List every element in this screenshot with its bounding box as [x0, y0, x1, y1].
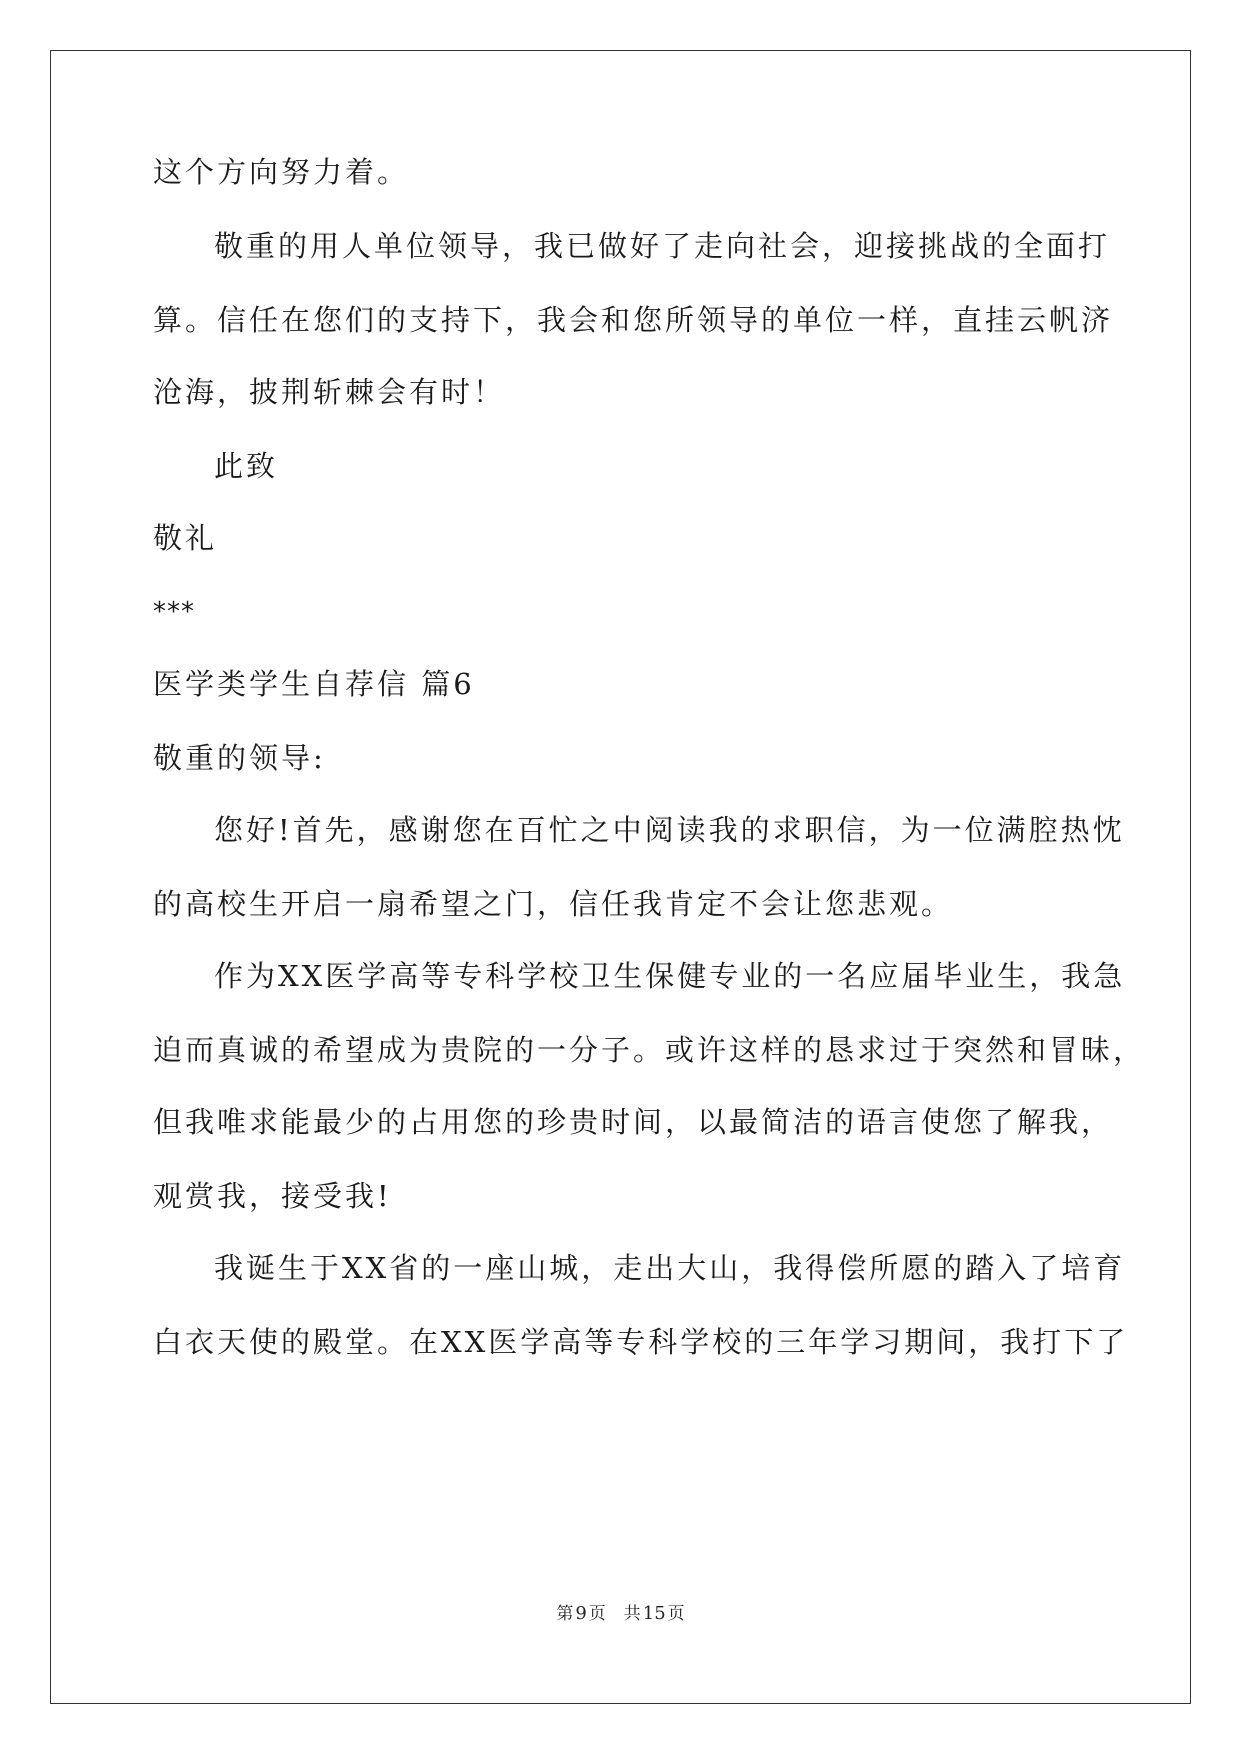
- text-line: 我诞生于XX省的一座山城，走出大山，我得偿所愿的踏入了培育: [214, 1251, 1126, 1285]
- signature-placeholder: ***: [153, 597, 195, 627]
- text-line: 沧海，披荆斩棘会有时！: [153, 375, 506, 409]
- text-line: 白衣天使的殿堂。在XX医学高等专科学校的三年学习期间，我打下了: [153, 1325, 1129, 1359]
- text-line: 算。信任在您们的支持下，我会和您所领导的单位一样，直挂云帆济: [153, 303, 1114, 337]
- footer-total-prefix: 共: [623, 1604, 641, 1624]
- text-line: 您好!首先，感谢您在百忙之中阅读我的求职信，为一位满腔热忱: [214, 813, 1125, 847]
- page-footer: [0, 1602, 1241, 1626]
- text-line: 观赏我，接受我!: [153, 1179, 392, 1213]
- closing-regards: 敬礼: [153, 521, 218, 555]
- page-frame: [50, 50, 1191, 1704]
- text-line: 但我唯求能最少的占用您的珍贵时间，以最简洁的语言使您了解我，: [153, 1105, 1114, 1139]
- footer-prefix: 第: [556, 1604, 574, 1624]
- greeting: 敬重的领导:: [153, 741, 326, 775]
- total-page-count: 15: [642, 1603, 666, 1624]
- section-heading: 医学类学生自荐信 篇6: [153, 667, 475, 701]
- text-line: 作为XX医学高等专科学校卫生保健专业的一名应届毕业生，我急: [214, 959, 1126, 993]
- text-line: 迫而真诚的希望成为贵院的一分子。或许这样的恳求过于突然和冒昧，: [153, 1033, 1146, 1067]
- text-line: 敬重的用人单位领导，我已做好了走向社会，迎接挑战的全面打: [214, 229, 1111, 263]
- current-page-number: 9: [575, 1603, 587, 1624]
- text-line: 这个方向努力着。: [153, 155, 410, 189]
- footer-page-suffix: 页: [588, 1604, 606, 1624]
- text-line: 的高校生开启一扇希望之门，信任我肯定不会让您悲观。: [153, 887, 954, 921]
- closing-salutation: 此致: [214, 449, 279, 483]
- footer-total-suffix: 页: [667, 1604, 685, 1624]
